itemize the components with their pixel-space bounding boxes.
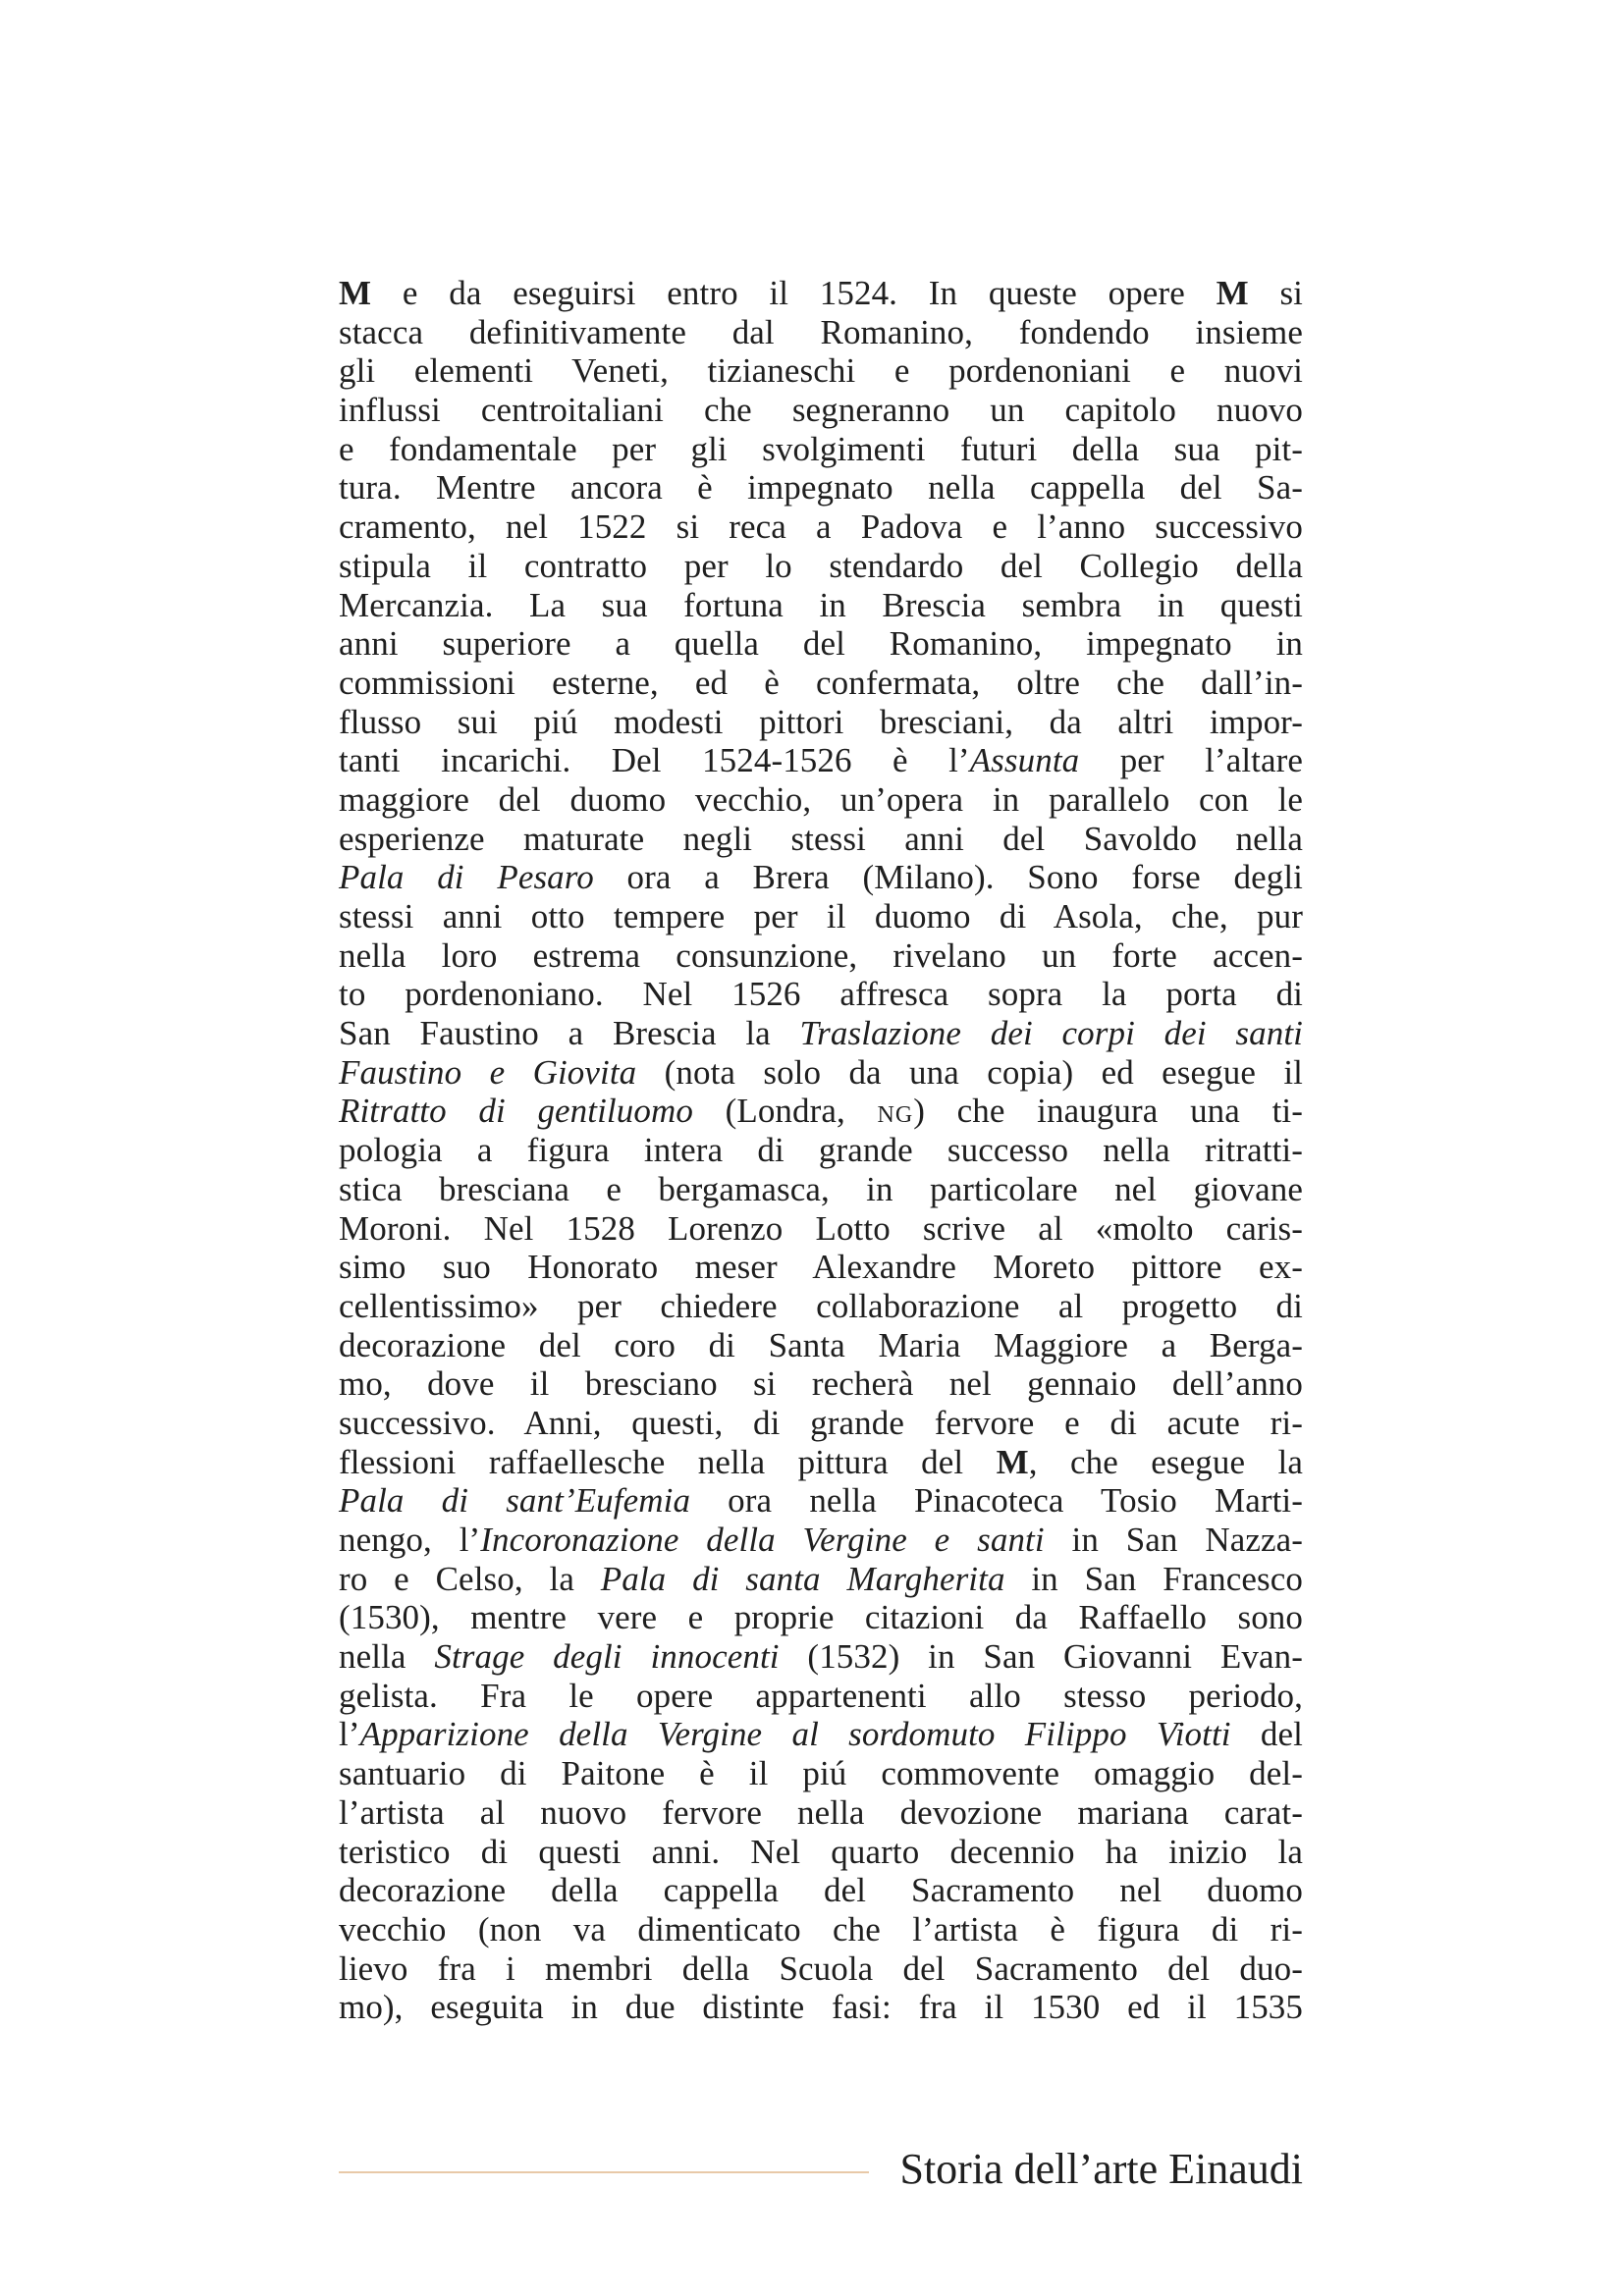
text-span: cramento, nel 1522 si reca a Padova e l’anno successivo — [339, 507, 1303, 547]
text-line — [339, 547, 1303, 586]
text-span: tura. Mentre ancora è impegnato nella cappella del Sa- — [339, 468, 1303, 507]
text-span: in San Nazza- — [1044, 1521, 1303, 1559]
text-line — [339, 936, 1303, 976]
text-line — [339, 1560, 1303, 1599]
text-span: Strage degli innocenti — [434, 1637, 780, 1677]
text-span: (nota solo da una copia) ed esegue il — [636, 1052, 1303, 1092]
text-line — [339, 430, 1303, 469]
text-span: stica bresciana e bergamasca, in particolare nel giovane — [339, 1169, 1303, 1208]
text-span: in San Francesco — [1004, 1559, 1303, 1598]
text-span: si — [1248, 274, 1303, 312]
text-span: (1530), mentre vere e proprie citazioni da Raffaello sono — [339, 1598, 1303, 1637]
text-span: simo suo Honorato meser Alexandre Moreto pittore ex- — [339, 1248, 1303, 1287]
text-line — [339, 858, 1303, 897]
text-line — [339, 1949, 1303, 1989]
text-line — [339, 1404, 1303, 1443]
text-span: ) che inaugura una ti- — [913, 1092, 1303, 1131]
text-line — [339, 1287, 1303, 1326]
text-span: tanti incarichi. Del 1524-1526 è l’ — [339, 741, 970, 780]
text-line — [339, 1988, 1303, 2027]
text-line — [339, 1637, 1303, 1677]
text-span: to pordenoniano. Nel 1526 affresca sopra la porta di — [339, 975, 1303, 1014]
text-span: ora a Brera (Milano). Sono forse degli — [593, 858, 1303, 897]
text-line — [339, 1910, 1303, 1949]
text-span: gli elementi Veneti, tizianeschi e pordenoniani e nuovi — [339, 351, 1303, 391]
text-span: Pala di sant’Eufemia — [339, 1481, 691, 1521]
text-span: l’ — [339, 1715, 360, 1754]
text-span: Incoronazione della Vergine e santi — [480, 1521, 1045, 1559]
footer-title: Storia dell’arte Einaudi — [899, 2145, 1303, 2193]
text-span: anni superiore a quella del Romanino, impegnato in — [339, 624, 1303, 664]
text-line — [339, 1364, 1303, 1404]
text-span: M — [996, 1442, 1029, 1481]
text-line — [339, 391, 1303, 430]
text-line — [339, 1598, 1303, 1637]
text-span: Ritratto di gentiluomo — [339, 1092, 693, 1131]
text-span: San Faustino a Brescia la — [339, 1014, 800, 1053]
text-span: stessi anni otto tempere per il duomo di Asola, che, pur — [339, 897, 1303, 935]
text-span: , che esegue la — [1028, 1442, 1303, 1481]
text-span: nella — [339, 1637, 435, 1677]
text-span: Traslazione dei corpi dei santi — [799, 1014, 1303, 1053]
text-span: decorazione del coro di Santa Maria Maggiore a Berga- — [339, 1325, 1303, 1364]
text-span: M — [339, 274, 372, 312]
text-span: per l’altare — [1079, 741, 1304, 780]
text-span: flessioni raffaellesche nella pittura del — [339, 1442, 997, 1481]
text-line — [339, 664, 1303, 703]
text-span: vecchio (non va dimenticato che l’artista è figura di ri- — [339, 1909, 1303, 1949]
text-span: stacca definitivamente dal Romanino, fondendo insieme — [339, 312, 1303, 351]
text-span: NG — [877, 1102, 914, 1129]
text-span: stipula il contratto per lo stendardo del Collegio della — [339, 546, 1303, 585]
text-line — [339, 624, 1303, 664]
text-span: nengo, l’ — [339, 1521, 481, 1559]
text-line — [339, 897, 1303, 936]
text-line — [339, 1793, 1303, 1833]
text-line — [339, 586, 1303, 625]
text-span: mo), eseguita in due distinte fasi: fra il 1530 ed il 1535 — [339, 1988, 1303, 2027]
text-span: lievo fra i membri della Scuola del Sacramento del duo- — [339, 1949, 1303, 1988]
text-line — [339, 507, 1303, 547]
text-span: l’artista al nuovo fervore nella devozione mariana carat- — [339, 1792, 1303, 1832]
text-span: flusso sui piú modesti pittori bresciani, da altri impor- — [339, 702, 1303, 741]
text-span: maggiore del duomo vecchio, un’opera in parallelo con le — [339, 779, 1303, 819]
text-line — [339, 274, 1303, 313]
text-span: influssi centroitaliani che segneranno un capitolo nuovo — [339, 391, 1303, 430]
text-span: santuario di Paitone è il piú commovente omaggio del- — [339, 1754, 1303, 1793]
text-span: nella loro estrema consunzione, rivelano un forte accen- — [339, 935, 1303, 975]
text-span: Moroni. Nel 1528 Lorenzo Lotto scrive al «molto caris- — [339, 1208, 1303, 1248]
text-line — [339, 1481, 1303, 1521]
text-span: decorazione della cappella del Sacramento nel duomo — [339, 1871, 1303, 1910]
text-span: Faustino e Giovita — [339, 1052, 637, 1092]
body-text — [339, 274, 1303, 2027]
text-span: Pala di Pesaro — [339, 858, 594, 897]
text-line — [339, 1131, 1303, 1170]
text-line — [339, 1521, 1303, 1560]
text-line — [339, 1443, 1303, 1482]
text-span: cellentissimo» per chiedere collaborazione al progetto di — [339, 1286, 1303, 1325]
footer-rule — [339, 2171, 869, 2173]
text-span: pologia a figura intera di grande successo nella ritratti- — [339, 1131, 1303, 1170]
text-line — [339, 1209, 1303, 1249]
text-line — [339, 1677, 1303, 1716]
text-span: M — [1216, 274, 1249, 312]
text-span: del — [1230, 1715, 1303, 1754]
text-span: Apparizione della Vergine al sordomuto Filippo Viotti — [359, 1715, 1231, 1754]
text-line — [339, 313, 1303, 352]
text-span: commissioni esterne, ed è confermata, oltre che dall’in- — [339, 663, 1303, 702]
text-span: ora nella Pinacoteca Tosio Marti- — [690, 1481, 1303, 1521]
text-line — [339, 741, 1303, 780]
text-line — [339, 1833, 1303, 1872]
text-line — [339, 780, 1303, 820]
text-line — [339, 703, 1303, 742]
text-line — [339, 1715, 1303, 1754]
text-line — [339, 1014, 1303, 1053]
text-span: e da eseguirsi entro il 1524. In queste opere — [371, 274, 1217, 312]
text-span: gelista. Fra le opere appartenenti allo stesso periodo, — [339, 1676, 1303, 1715]
text-line — [339, 468, 1303, 507]
text-line — [339, 351, 1303, 391]
text-line — [339, 975, 1303, 1014]
text-span: (Londra, — [692, 1092, 878, 1131]
text-span: mo, dove il bresciano si recherà nel gennaio dell’anno — [339, 1364, 1303, 1404]
text-span: Mercanzia. La sua fortuna in Brescia sembra in questi — [339, 585, 1303, 624]
text-span: teristico di questi anni. Nel quarto decennio ha inizio la — [339, 1832, 1303, 1871]
text-span: e fondamentale per gli svolgimenti futuri della sua pit- — [339, 429, 1303, 468]
text-line — [339, 1871, 1303, 1910]
text-span: ro e Celso, la — [339, 1559, 601, 1598]
text-span: Pala di santa Margherita — [600, 1559, 1005, 1598]
text-line — [339, 1754, 1303, 1793]
text-line — [339, 1053, 1303, 1093]
text-line — [339, 1092, 1303, 1131]
text-line — [339, 1170, 1303, 1209]
text-span: (1532) in San Giovanni Evan- — [779, 1637, 1303, 1677]
text-span: esperienze maturate negli stessi anni del Savoldo nella — [339, 819, 1303, 858]
text-line — [339, 820, 1303, 859]
text-line — [339, 1248, 1303, 1287]
text-span: successivo. Anni, questi, di grande fervore e di acute ri- — [339, 1403, 1303, 1442]
text-line — [339, 1326, 1303, 1365]
text-span: Assunta — [969, 741, 1080, 780]
